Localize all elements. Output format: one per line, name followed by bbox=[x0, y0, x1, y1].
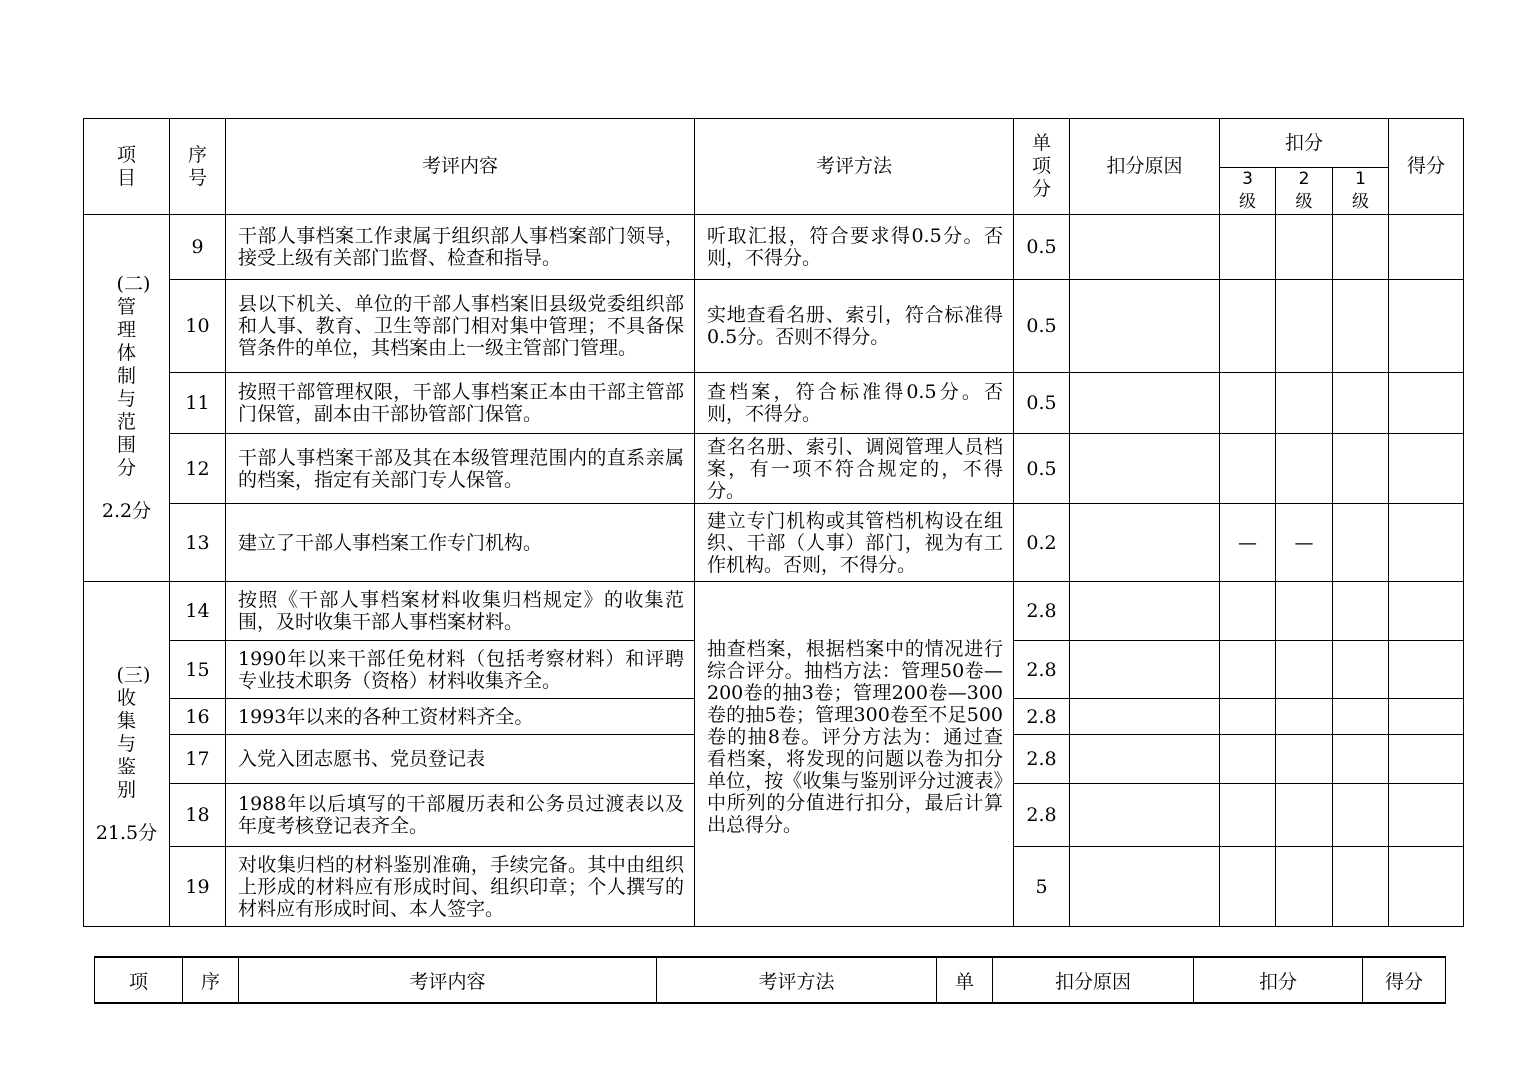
row-score bbox=[1389, 215, 1464, 280]
row-level1 bbox=[1333, 641, 1389, 699]
table-row bbox=[84, 215, 1464, 280]
footer-seq: 序 bbox=[183, 957, 239, 1003]
row-content: 按照干部管理权限，干部人事档案正本由干部主管部门保管，副本由干部协管部门保管。 bbox=[226, 373, 695, 434]
table-row bbox=[84, 504, 1464, 582]
row-level2 bbox=[1276, 735, 1333, 784]
header-deduct: 扣分 bbox=[1220, 119, 1389, 168]
row-seq: 10 bbox=[170, 280, 226, 373]
row-reason bbox=[1070, 215, 1220, 280]
row-seq: 19 bbox=[170, 847, 226, 927]
row-level1 bbox=[1333, 847, 1389, 927]
row-level2 bbox=[1276, 582, 1333, 641]
row-level2 bbox=[1276, 784, 1333, 847]
row-level3 bbox=[1220, 434, 1276, 504]
row-score bbox=[1389, 784, 1464, 847]
next-page-header-row bbox=[95, 957, 1446, 1003]
shared-method: 抽查档案，根据档案中的情况进行综合评分。抽档方法：管理50卷—200卷的抽3卷；管理200卷—300卷的抽5卷；管理300卷至不足500卷的抽8卷。评分方法为：通过查看档案，将发现的问题以卷为扣分单位，按《收集与鉴别评分过渡表》中所列的分值进行扣分，最后计算出总得分。 bbox=[695, 582, 1014, 927]
row-method: 查名名册、索引、调阅管理人员档案，有一项不符合规定的，不得分。 bbox=[695, 434, 1014, 504]
row-level1 bbox=[1333, 280, 1389, 373]
row-level1 bbox=[1333, 582, 1389, 641]
row-score bbox=[1389, 582, 1464, 641]
footer-deduct: 扣分 bbox=[1194, 957, 1363, 1003]
row-content: 1990年以来干部任免材料（包括考察材料）和评聘专业技术职务（资格）材料收集齐全。 bbox=[226, 641, 695, 699]
row-unit-score: 2.8 bbox=[1014, 735, 1070, 784]
row-level1 bbox=[1333, 784, 1389, 847]
header-row-1 bbox=[84, 119, 1464, 168]
row-unit-score: 2.8 bbox=[1014, 784, 1070, 847]
row-content: 对收集归档的材料鉴别准确，手续完备。其中由组织上形成的材料应有形成时间、组织印章；个人撰写的材料应有形成时间、本人签字。 bbox=[226, 847, 695, 927]
row-score bbox=[1389, 434, 1464, 504]
row-level3 bbox=[1220, 847, 1276, 927]
header-unit-score: 单项分 bbox=[1014, 119, 1070, 215]
row-unit-score: 2.8 bbox=[1014, 699, 1070, 735]
header-reason: 扣分原因 bbox=[1070, 119, 1220, 215]
row-content: 1993年以来的各种工资材料齐全。 bbox=[226, 699, 695, 735]
row-score bbox=[1389, 504, 1464, 582]
row-level3: — bbox=[1220, 504, 1276, 582]
row-reason bbox=[1070, 280, 1220, 373]
row-level2 bbox=[1276, 641, 1333, 699]
row-reason bbox=[1070, 784, 1220, 847]
row-seq: 16 bbox=[170, 699, 226, 735]
row-content: 建立了干部人事档案工作专门机构。 bbox=[226, 504, 695, 582]
row-seq: 11 bbox=[170, 373, 226, 434]
row-method: 查档案，符合标准得0.5分。否则，不得分。 bbox=[695, 373, 1014, 434]
header-level2: 2级 bbox=[1276, 168, 1333, 215]
row-level2 bbox=[1276, 373, 1333, 434]
row-unit-score: 0.5 bbox=[1014, 434, 1070, 504]
footer-method: 考评方法 bbox=[657, 957, 937, 1003]
row-level2 bbox=[1276, 847, 1333, 927]
row-content: 入党入团志愿书、党员登记表 bbox=[226, 735, 695, 784]
section-cell-management: (二)管理体制与范围分 2.2分 bbox=[84, 215, 170, 582]
evaluation-table bbox=[83, 118, 1464, 927]
row-method: 实地查看名册、索引，符合标准得0.5分。否则不得分。 bbox=[695, 280, 1014, 373]
table-row bbox=[84, 434, 1464, 504]
header-level1: 1级 bbox=[1333, 168, 1389, 215]
row-unit-score: 2.8 bbox=[1014, 641, 1070, 699]
row-level3 bbox=[1220, 699, 1276, 735]
header-seq: 序号 bbox=[170, 119, 226, 215]
row-level2: — bbox=[1276, 504, 1333, 582]
row-level3 bbox=[1220, 280, 1276, 373]
row-level2 bbox=[1276, 434, 1333, 504]
row-method: 建立专门机构或其管档机构设在组织、干部（人事）部门，视为有工作机构。否则，不得分。 bbox=[695, 504, 1014, 582]
table-row bbox=[84, 582, 1464, 641]
row-reason bbox=[1070, 735, 1220, 784]
row-seq: 14 bbox=[170, 582, 226, 641]
row-content: 干部人事档案工作隶属于组织部人事档案部门领导，接受上级有关部门监督、检查和指导。 bbox=[226, 215, 695, 280]
header-content: 考评内容 bbox=[226, 119, 695, 215]
row-level2 bbox=[1276, 280, 1333, 373]
row-unit-score: 0.5 bbox=[1014, 215, 1070, 280]
row-level1 bbox=[1333, 735, 1389, 784]
footer-project: 项 bbox=[95, 957, 183, 1003]
section-cell-collection: (三)收集与鉴别 21.5分 bbox=[84, 582, 170, 927]
row-method: 听取汇报，符合要求得0.5分。否则，不得分。 bbox=[695, 215, 1014, 280]
row-seq: 15 bbox=[170, 641, 226, 699]
footer-content: 考评内容 bbox=[239, 957, 657, 1003]
row-reason bbox=[1070, 699, 1220, 735]
table-row bbox=[84, 373, 1464, 434]
row-level2 bbox=[1276, 699, 1333, 735]
row-unit-score: 0.5 bbox=[1014, 280, 1070, 373]
row-score bbox=[1389, 847, 1464, 927]
row-level1 bbox=[1333, 215, 1389, 280]
row-reason bbox=[1070, 641, 1220, 699]
footer-unit: 单 bbox=[937, 957, 993, 1003]
table-row bbox=[84, 280, 1464, 373]
row-seq: 12 bbox=[170, 434, 226, 504]
header-level3: 3级 bbox=[1220, 168, 1276, 215]
row-seq: 13 bbox=[170, 504, 226, 582]
footer-reason: 扣分原因 bbox=[993, 957, 1194, 1003]
row-seq: 9 bbox=[170, 215, 226, 280]
row-level3 bbox=[1220, 215, 1276, 280]
row-score bbox=[1389, 699, 1464, 735]
row-content: 1988年以后填写的干部履历表和公务员过渡表以及年度考核登记表齐全。 bbox=[226, 784, 695, 847]
row-score bbox=[1389, 373, 1464, 434]
row-level3 bbox=[1220, 373, 1276, 434]
row-level1 bbox=[1333, 434, 1389, 504]
row-reason bbox=[1070, 373, 1220, 434]
row-unit-score: 0.2 bbox=[1014, 504, 1070, 582]
row-unit-score: 2.8 bbox=[1014, 582, 1070, 641]
row-content: 干部人事档案干部及其在本级管理范围内的直系亲属的档案，指定有关部门专人保管。 bbox=[226, 434, 695, 504]
row-level3 bbox=[1220, 784, 1276, 847]
header-project: 项目 bbox=[84, 119, 170, 215]
row-score bbox=[1389, 641, 1464, 699]
row-level3 bbox=[1220, 735, 1276, 784]
row-reason bbox=[1070, 434, 1220, 504]
row-reason bbox=[1070, 847, 1220, 927]
row-unit-score: 0.5 bbox=[1014, 373, 1070, 434]
row-score bbox=[1389, 280, 1464, 373]
next-page-header bbox=[94, 956, 1446, 1004]
row-level2 bbox=[1276, 215, 1333, 280]
row-reason bbox=[1070, 504, 1220, 582]
header-method: 考评方法 bbox=[695, 119, 1014, 215]
row-content: 按照《干部人事档案材料收集归档规定》的收集范围，及时收集干部人事档案材料。 bbox=[226, 582, 695, 641]
row-score bbox=[1389, 735, 1464, 784]
row-level1 bbox=[1333, 699, 1389, 735]
row-seq: 17 bbox=[170, 735, 226, 784]
row-content: 县以下机关、单位的干部人事档案旧县级党委组织部和人事、教育、卫生等部门相对集中管理；不具备保管条件的单位，其档案由上一级主管部门管理。 bbox=[226, 280, 695, 373]
header-score: 得分 bbox=[1389, 119, 1464, 215]
row-level3 bbox=[1220, 641, 1276, 699]
row-level1 bbox=[1333, 504, 1389, 582]
row-unit-score: 5 bbox=[1014, 847, 1070, 927]
row-reason bbox=[1070, 582, 1220, 641]
row-seq: 18 bbox=[170, 784, 226, 847]
row-level3 bbox=[1220, 582, 1276, 641]
row-level1 bbox=[1333, 373, 1389, 434]
footer-score: 得分 bbox=[1363, 957, 1446, 1003]
